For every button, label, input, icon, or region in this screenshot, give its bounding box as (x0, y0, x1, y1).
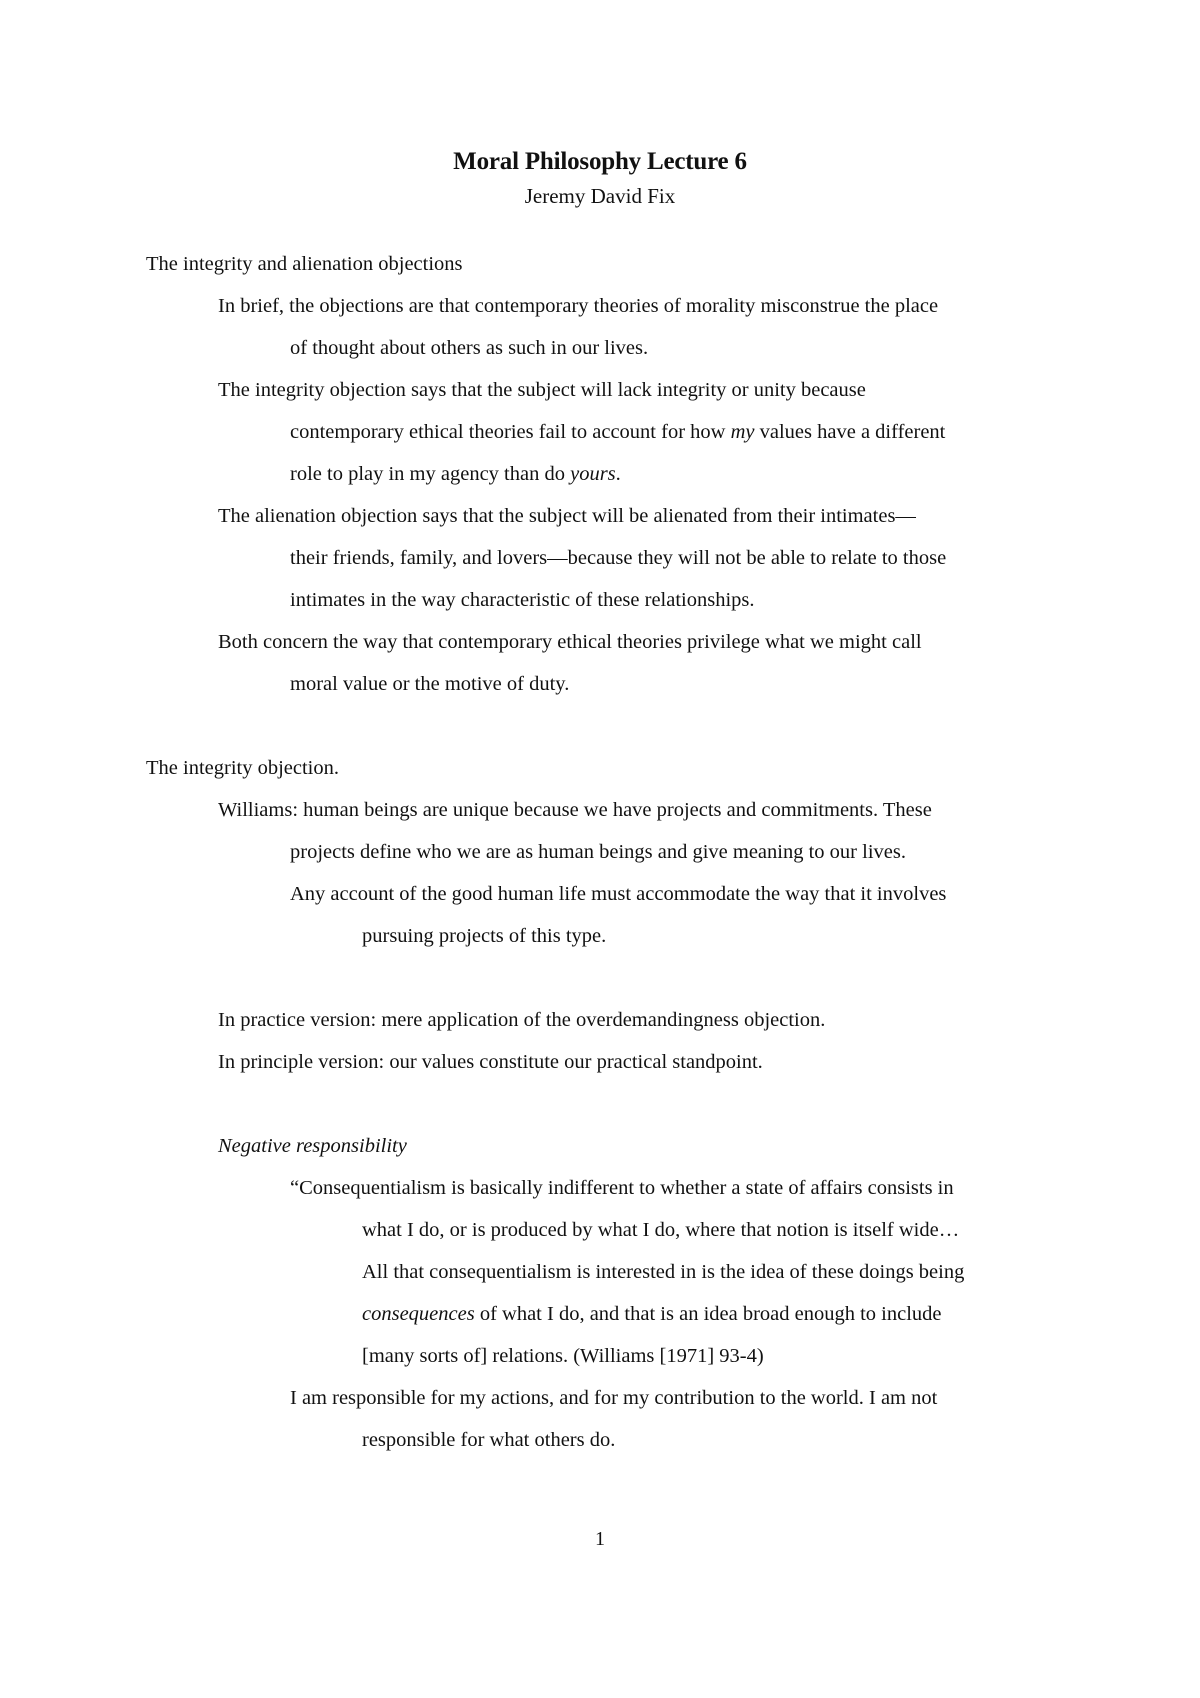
paragraph-line: moral value or the motive of duty. (290, 673, 570, 695)
paragraph-line: projects define who we are as human beings and give meaning to our lives. (290, 841, 906, 863)
section-heading-negative-responsibility: Negative responsibility (218, 1135, 407, 1157)
paragraph-line: Any account of the good human life must accommodate the way that it involves (290, 883, 947, 905)
paragraph-text: contemporary ethical theories fail to account for how (290, 421, 731, 443)
document-title: Moral Philosophy Lecture 6 (453, 148, 747, 175)
paragraph-text: In brief, the objections are that contemporary theories of morality misconstrue the place (218, 295, 939, 317)
paragraph-line: intimates in the way characteristic of these relationships. (290, 589, 755, 611)
paragraph-line: The alienation objection says that the subject will be alienated from their intimates— (218, 505, 916, 527)
paragraph-line (290, 418, 945, 446)
paragraph-line: of thought about others as such in our lives. (290, 337, 649, 359)
quote-line: “Consequentialism is basically indifferent to whether a state of affairs consists in (290, 1177, 954, 1199)
paragraph-line: pursuing projects of this type. (362, 925, 607, 947)
paragraph-line: I am responsible for my actions, and for my contribution to the world. I am not (290, 1387, 938, 1409)
quote-line (362, 1300, 942, 1328)
paragraph-line: their friends, family, and lovers—because they will not be able to relate to those (290, 547, 947, 569)
quote-line: [many sorts of] relations. (Williams [1971] 93-4) (362, 1345, 764, 1367)
paragraph-line: In practice version: mere application of the overdemandingness objection. (218, 1009, 826, 1031)
paragraph-line (218, 292, 1056, 320)
page-number: 1 (595, 1528, 605, 1550)
emphasis-text: yours (570, 463, 616, 485)
section-heading-integrity: The integrity objection. (146, 757, 339, 779)
document-author: Jeremy David Fix (524, 184, 676, 208)
paragraph-text: values have a different (754, 421, 946, 443)
emphasis-text: consequences (362, 1303, 475, 1325)
section-heading-integrity-alienation: The integrity and alienation objections (146, 253, 463, 275)
paragraph-line: In principle version: our values constitute our practical standpoint. (218, 1051, 763, 1073)
paragraph-line: Williams: human beings are unique because we have projects and commitments. These (218, 799, 932, 821)
emphasis-text: my (730, 421, 755, 443)
paragraph-line: responsible for what others do. (362, 1429, 616, 1451)
quote-text: of what I do, and that is an idea broad enough to include (474, 1303, 942, 1325)
paragraph-text: . (615, 463, 621, 485)
quote-line: what I do, or is produced by what I do, where that notion is itself wide… (362, 1219, 960, 1241)
paragraph-line: The integrity objection says that the subject will lack integrity or unity because (218, 379, 866, 401)
paragraph-text: role to play in my agency than do (290, 463, 571, 485)
paragraph-line: Both concern the way that contemporary ethical theories privilege what we might call (218, 631, 922, 653)
paragraph-line (290, 460, 621, 488)
quote-line: All that consequentialism is interested in is the idea of these doings being (362, 1261, 965, 1283)
